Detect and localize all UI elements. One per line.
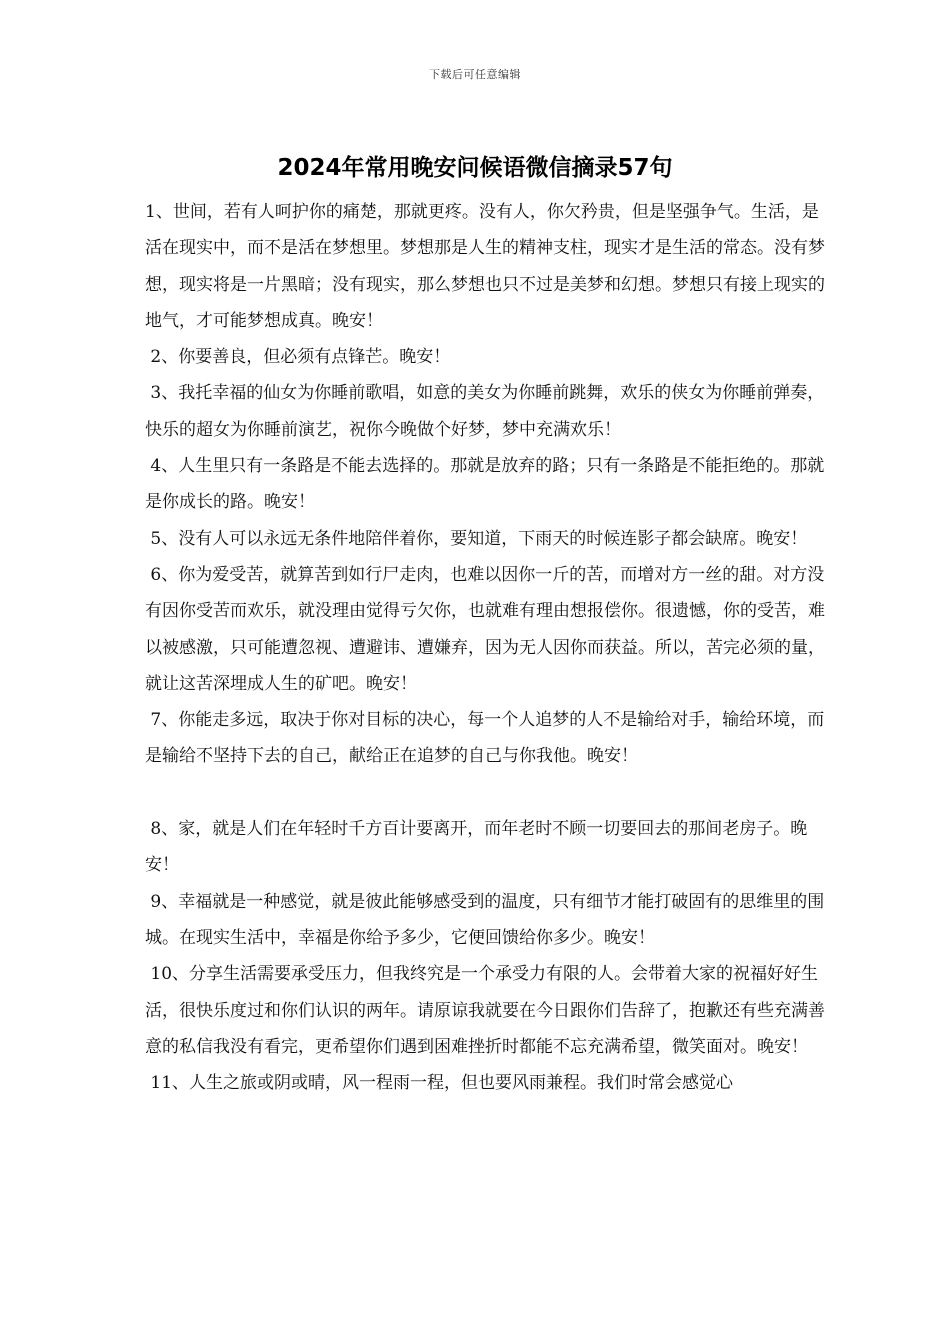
paragraph-3: 3、我托幸福的仙女为你睡前歌唱，如意的美女为你睡前跳舞，欢乐的侠女为你睡前弹奏，快乐的超女为你睡前演艺，祝你今晚做个好梦，梦中充满欢乐！ [145, 383, 825, 440]
document-title: 2024年常用晚安问候语微信摘录57句 [277, 155, 673, 181]
paragraph-8: 8、家，就是人们在年轻时千方百计要离开，而年老时不顾一切要回去的那间老房子。晚安！ [145, 819, 808, 876]
paragraph-gap [145, 775, 825, 811]
document-body [145, 194, 825, 1101]
paragraph-11: 11、人生之旅或阴或晴，风一程雨一程，但也要风雨兼程。我们时常会感觉心 [145, 1073, 734, 1094]
paragraph-6: 6、你为爱受苦，就算苦到如行尸走肉，也难以因你一斤的苦，而增对方一丝的甜。对方没有因你受苦而欢乐，就没理由觉得亏欠你，也就难有理由想报偿你。很遗憾，你的受苦，难以被感激，只可能遭忽视、遭避讳、遭嫌弃，因为无人因你而获益。所以，苦完必须的量，就让这苦深埋成人生的矿吧。晚安！ [145, 564, 825, 694]
paragraph-5: 5、没有人可以永远无条件地陪伴着你，要知道，下雨天的时候连影子都会缺席。晚安！ [145, 528, 808, 549]
paragraph-9: 9、幸福就是一种感觉，就是彼此能够感受到的温度，只有细节才能打破固有的思维里的围城。在现实生活中，幸福是你给予多少，它便回馈给你多少。晚安！ [145, 891, 825, 948]
paragraph-10: 10、分享生活需要承受压力，但我终究是一个承受力有限的人。会带着大家的祝福好好生活，很快乐度过和你们认识的两年。请原谅我就要在今日跟你们告辞了，抱歉还有些充满善意的私信我没有看完，更希望你们遇到困难挫折时都能不忘充满希望，微笑面对。晚安！ [145, 964, 825, 1057]
paragraph-2: 2、你要善良，但必须有点锋芒。晚安！ [145, 347, 451, 368]
header-note: 下载后可任意编辑 [429, 68, 521, 81]
paragraph-1: 1、世间，若有人呵护你的痛楚，那就更疼。没有人，你欠矜贵，但是坚强争气。生活，是活在现实中，而不是活在梦想里。梦想那是人生的精神支柱，现实才是生活的常态。没有梦想，现实将是一片黑暗；没有现实，那么梦想也只不过是美梦和幻想。梦想只有接上现实的地气，才可能梦想成真。晚安！ [145, 202, 825, 331]
paragraph-4: 4、人生里只有一条路是不能去选择的。那就是放弃的路；只有一条路是不能拒绝的。那就是你成长的路。晚安！ [145, 456, 825, 513]
paragraph-7: 7、你能走多远，取决于你对目标的决心，每一个人追梦的人不是输给对手，输给环境，而是输给不坚持下去的自己，献给正在追梦的自己与你我他。晚安！ [145, 710, 825, 767]
